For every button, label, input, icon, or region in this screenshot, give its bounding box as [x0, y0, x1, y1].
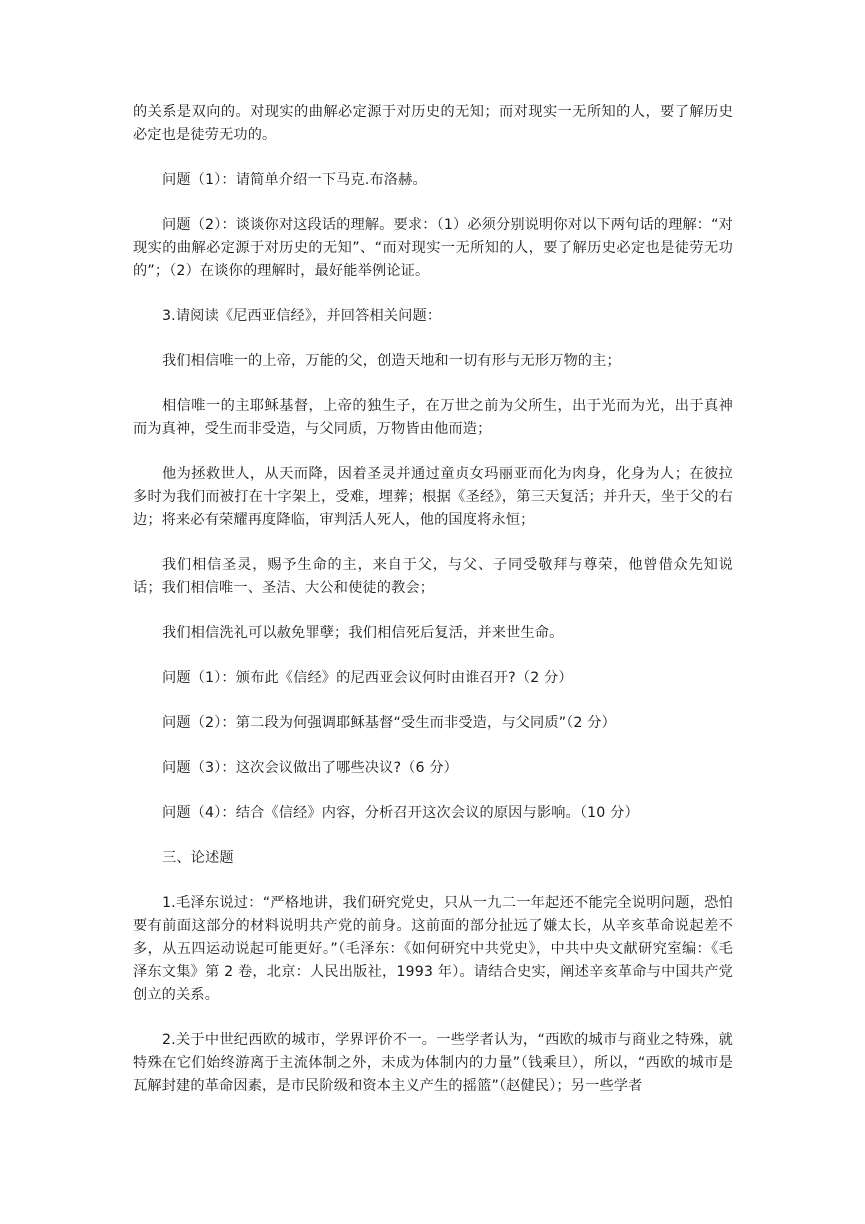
document-page	[133, 96, 733, 1120]
question-bloch-2: 问题（2）：谈谈你对这段话的理解。要求：（1）必须分别说明你对以下两句话的理解：“对现实的曲解必定源于对历史的无知”、“而对现实一无所知的人，要了解历史必定也是徒劳无功的”；（2）在谈你的理解时，最好能举例论证。	[133, 217, 733, 279]
creed-paragraph-2: 相信唯一的主耶稣基督，上帝的独生子，在万世之前为父所生，出于光而为光，出于真神而为真神，受生而非受造，与父同质，万物皆由他而造；	[133, 398, 733, 437]
paragraph-continuation: 的关系是双向的。对现实的曲解必定源于对历史的无知；而对现实一无所知的人，要了解历史必定也是徒劳无功的。	[133, 104, 733, 143]
creed-question-1: 问题（1）：颁布此《信经》的尼西亚会议何时由谁召开?（2 分）	[162, 670, 573, 686]
essay-question-2: 2.关于中世纪西欧的城市，学界评价不一。一些学者认为，“西欧的城市与商业之特殊，就特殊在它们始终游离于主流体制之外，未成为体制内的力量”（钱乘旦），所以，“西欧的城市是瓦解封建的革命因素，是市民阶级和资本主义产生的摇篮”（赵健民）；另一些学者	[133, 1032, 733, 1094]
creed-paragraph-5: 我们相信洗礼可以赦免罪孽；我们相信死后复活，并来世生命。	[162, 625, 564, 641]
creed-question-3: 问题（3）：这次会议做出了哪些决议?（6 分）	[162, 760, 459, 776]
section-heading-essay: 三、论述题	[162, 850, 234, 866]
creed-question-4: 问题（4）：结合《信经》内容，分析召开这次会议的原因与影响。（10 分）	[162, 805, 639, 821]
creed-paragraph-3: 他为拯救世人，从天而降，因着圣灵并通过童贞女玛丽亚而化为肉身，化身为人；在彼拉多时为我们而被打在十字架上，受难，埋葬；根据《圣经》，第三天复活；并升天，坐于父的右边；将来必有荣耀再度降临，审判活人死人，他的国度将永恒；	[133, 466, 733, 528]
question-bloch-1: 问题（1）：请简单介绍一下马克.布洛赫。	[162, 172, 427, 188]
creed-question-2: 问题（2）：第二段为何强调耶稣基督“受生而非受造，与父同质”（2 分）	[162, 715, 616, 731]
creed-paragraph-1: 我们相信唯一的上帝，万能的父，创造天地和一切有形与无形万物的主；	[162, 353, 621, 369]
item-3-heading: 3.请阅读《尼西亚信经》，并回答相关问题：	[162, 308, 442, 324]
creed-paragraph-4: 我们相信圣灵，赐予生命的主，来自于父，与父、子同受敬拜与尊荣，他曾借众先知说话；我们相信唯一、圣洁、大公和使徒的教会；	[133, 557, 733, 596]
essay-question-1: 1.毛泽东说过：“严格地讲，我们研究党史，只从一九二一年起还不能完全说明问题，恐怕要有前面这部分的材料说明共产党的前身。这前面的部分扯远了嫌太长，从辛亥革命说起差不多，从五四运动说起可能更好。”（毛泽东：《如何研究中共党史》，中共中央文献研究室编：《毛泽东文集》第 2 卷，北京：人民出版社，1993 年）。请结合史实，阐述辛亥革命与中国共产党创立的关系。	[133, 895, 733, 1003]
